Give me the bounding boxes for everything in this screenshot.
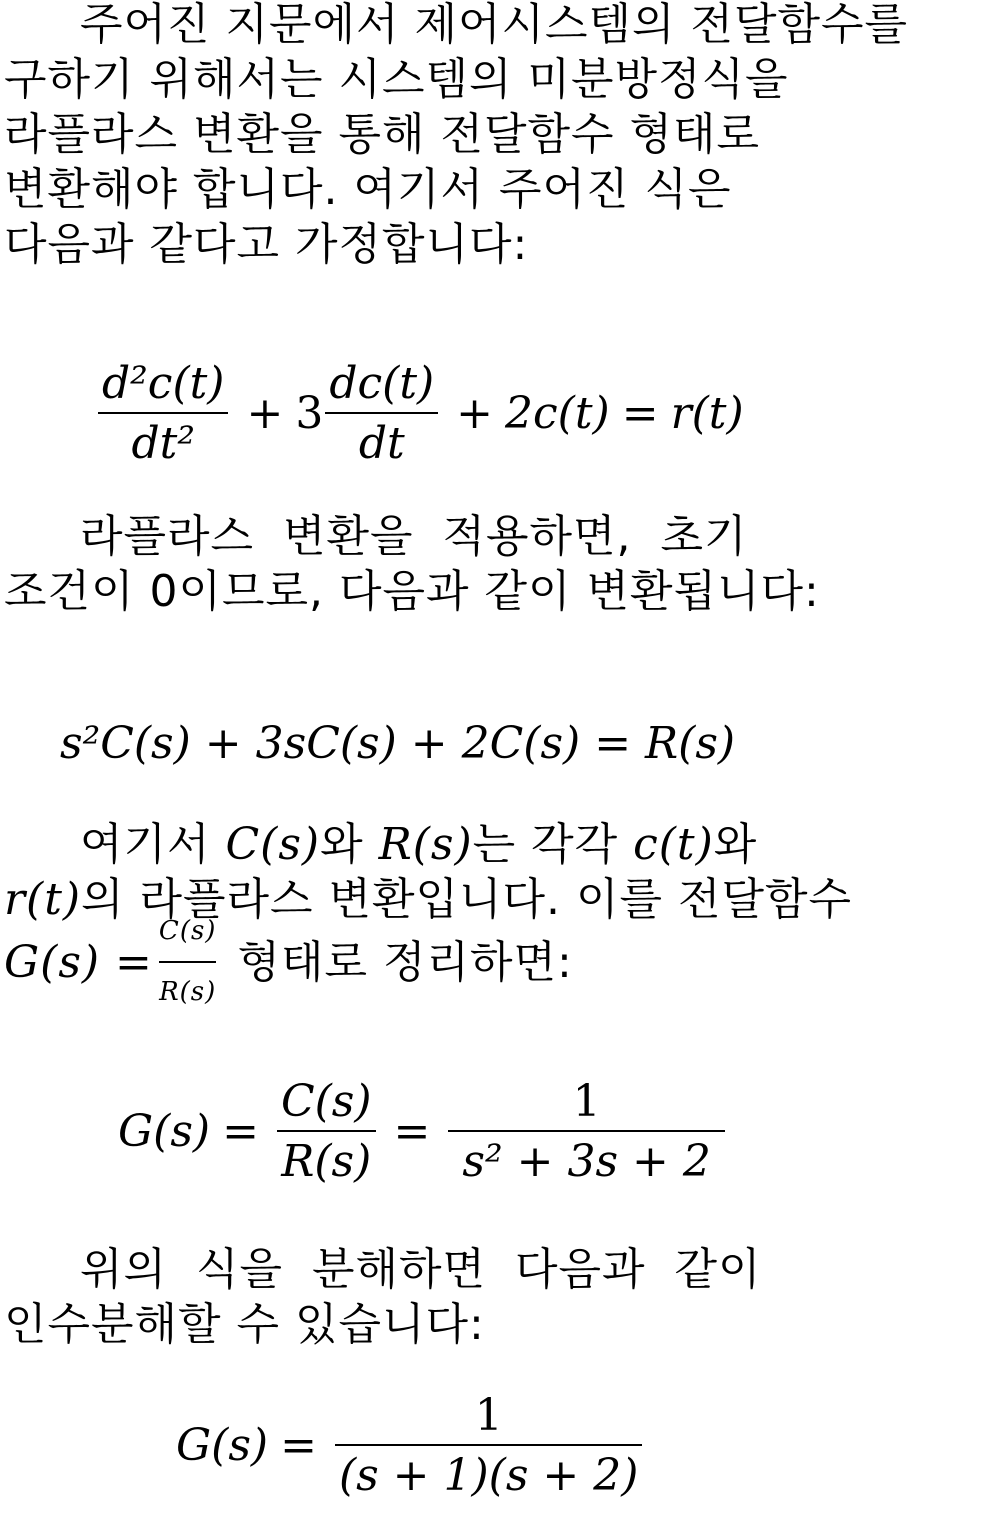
text-span: 와	[713, 819, 758, 870]
text-line: 라플라스 변환을 적용하면, 초기	[80, 511, 748, 562]
fraction-denominator: dt	[358, 418, 405, 469]
text-line: 구하기 위해서는 시스템의 미분방정식을	[4, 54, 789, 105]
text-span: 의 라플라스 변환입니다. 이를 전달함수	[81, 874, 853, 925]
fraction-denominator: R(s)	[281, 1136, 372, 1187]
plus-sign: +	[456, 388, 494, 439]
fraction-denominator: (s + 1)(s + 2)	[338, 1450, 639, 1501]
second-derivative-fraction	[98, 358, 228, 469]
equals-sign: =	[393, 1106, 431, 1157]
fraction-numerator: 1	[474, 1390, 503, 1441]
equals-sign: =	[222, 1106, 259, 1157]
rhs-term: r(t)	[670, 388, 744, 439]
math-rs: R(s)	[378, 819, 473, 870]
paragraph-definition	[4, 817, 996, 1007]
paragraph-laplace	[4, 509, 996, 619]
fraction-numerator: dc(t)	[329, 358, 435, 409]
fraction-denominator: s² + 3s + 2	[462, 1136, 711, 1187]
transfer-function-equation	[118, 1076, 731, 1187]
text-line: 위의 식을 분해하면 다음과 같이	[80, 1244, 762, 1295]
term: 2c(t)	[505, 388, 610, 439]
paragraph-intro	[4, 0, 996, 272]
plus-sign: +	[246, 388, 284, 439]
text-span: 형태로 정리하면:	[222, 936, 573, 988]
fraction-denominator: dt²	[131, 418, 195, 469]
text-line: 다음과 같다고 가정합니다:	[4, 219, 529, 270]
text-line: 주어진 지문에서 제어시스템의 전달함수를	[80, 0, 909, 50]
text-line: 조건이 0이므로, 다음과 같이 변환됩니다:	[4, 566, 820, 617]
coefficient: 3	[295, 388, 324, 439]
polynomial-fraction	[448, 1076, 724, 1187]
fraction-numerator: C(s)	[280, 1076, 372, 1127]
text-span: 는 각각	[472, 819, 634, 870]
fraction-numerator: 1	[572, 1076, 601, 1127]
lhs-term: G(s)	[118, 1106, 211, 1157]
inline-fraction	[159, 904, 217, 1020]
fraction-numerator: d²c(t)	[102, 358, 225, 409]
equals-sign: =	[280, 1420, 317, 1471]
math-ct: c(t)	[633, 819, 714, 870]
fraction-numerator: C(s)	[158, 916, 217, 947]
text-line	[4, 817, 996, 872]
math-rt: r(t)	[4, 874, 82, 925]
text-line: 라플라스 변환을 통해 전달함수 형태로	[4, 109, 761, 160]
text-line: 변환해야 합니다. 여기서 주어진 식은	[4, 164, 732, 215]
fraction-denominator: R(s)	[159, 976, 217, 1007]
text-line: 인수분해할 수 있습니다:	[4, 1299, 485, 1350]
equals-sign: =	[621, 388, 659, 439]
text-span: 여기서	[80, 819, 226, 870]
factored-equation	[176, 1390, 648, 1501]
laplace-equation	[60, 718, 736, 769]
ratio-fraction	[277, 1076, 376, 1187]
text-line	[4, 916, 996, 1007]
paragraph-factor	[4, 1242, 996, 1352]
math-cs: C(s)	[225, 819, 321, 870]
first-derivative-fraction	[325, 358, 438, 469]
math-gs: G(s) =	[4, 936, 153, 988]
text-line	[4, 872, 996, 927]
equation-text: s²C(s) + 3sC(s) + 2C(s) = R(s)	[60, 718, 736, 769]
differential-equation	[92, 358, 744, 469]
lhs-term: G(s)	[176, 1420, 269, 1471]
text-span: 와	[320, 819, 379, 870]
factored-fraction	[335, 1390, 643, 1501]
